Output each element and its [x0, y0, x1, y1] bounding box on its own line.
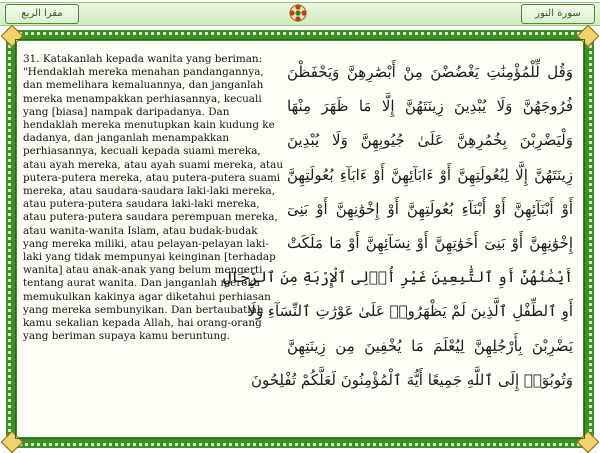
top-bar — [0, 0, 600, 26]
arabic-line: زِينَتَهُنَّ إِلَّا لِبُعُولَتِهِنَّ أَوْ ءَابَآئِهِنَّ أَوْ ءَابَآءِ بُعُولَتِهِنَّ — [287, 165, 573, 184]
arabic-line: فُرُوجَهُنَّ وَلَا يُبْدِينَ زِينَتَهُنَّ إِلَّا مَا ظَهَرَ مِنْهَا — [287, 97, 573, 116]
arabic-verse — [222, 55, 573, 397]
corner-ornament — [577, 25, 600, 48]
surah-title-button[interactable]: سورة النور — [521, 4, 595, 24]
translation-text: 31. Katakanlah kepada wanita yang beriman: "Hendaklah mereka menahan pandangannya, dan memelihara kemaluannya, dan janganlah mereka menampakkan perhiasannya, kecuali yang [biasa] nampak daripadanya. Dan hendaklah mereka menutupkan kain kudung ke dadanya, dan janganlah menampakkan perhiasannya, kecuali kepada suami mereka, atau ayah mereka, atau ayah suami mereka, atau putera-putera mereka, atau putera-putera suami mereka, atau saudara-saudara laki-laki mereka, atau putera-putera saudara laki-laki mereka, atau putera-putera saudara perempuan mereka, atau wanita-wanita Islam, atau budak-budak yang mereka miliki, atau pelayan-pelayan laki-laki yang tidak mempunyai keinginan [terhadap wanita] atau anak-anak yang belum mengerti tentang aurat wanita. Dan janganlah mereka memukulkan kakinya agar diketahui perhiasan yang mereka sembunyikan. Dan bertaubatlah kamu sekalian kepada Allah, hai orang-orang yang beriman supaya kamu beruntung. — [23, 53, 284, 343]
arabic-line: وَتُوبُوٓا۟ إِلَى ٱللَّهِ جَمِيعًا أَيُّهَ ٱلْمُؤْمِنُونَ لَعَلَّكُمْ تُفْلِحُونَ — [250, 370, 573, 389]
arabic-line: إِخْوَٰنِهِنَّ أَوْ بَنِىٓ أَخَوَٰتِهِنَّ أَوْ نِسَآئِهِنَّ أَوْ مَا مَلَكَتْ — [287, 234, 573, 253]
arabic-line: أَيْمَٰنُهُنَّ أَوِ ٱلتَّٰبِعِينَ غَيْرِ أُو۟لِى ٱلْإِرْبَةِ مِنَ ٱلرِّجَالِ — [222, 268, 573, 287]
arabic-line: يَضْرِبْنَ بِأَرْجُلِهِنَّ لِيُعْلَمَ مَا يُخْفِينَ مِن زِينَتِهِنَّ — [287, 336, 573, 355]
corner-ornament — [577, 431, 600, 453]
rub-label-button[interactable]: مقرا الربع — [5, 4, 79, 24]
arabic-line: وَلْيَضْرِبْنَ بِخُمُرِهِنَّ عَلَىٰ جُيُوبِهِنَّ وَلَا يُبْدِينَ — [287, 131, 573, 150]
arabic-line: أَوْ أَبْنَآئِهِنَّ أَوْ أَبْنَآءِ بُعُولَتِهِنَّ أَوْ إِخْوَٰنِهِنَّ أَوْ بَنِىٓ — [287, 199, 573, 218]
arabic-line: وَقُل لِّلْمُؤْمِنَٰتِ يَغْضُضْنَ مِنْ أَبْصَٰرِهِنَّ وَيَحْفَظْنَ — [287, 63, 573, 81]
arabic-line: أَوِ ٱلطِّفْلِ ٱلَّذِينَ لَمْ يَظْهَرُوا۟ عَلَىٰ عَوْرَٰتِ ٱلنِّسَآءِ وَلَا — [247, 302, 573, 321]
corner-ornament — [1, 25, 24, 48]
flower-medallion-icon[interactable] — [287, 3, 309, 23]
corner-ornament — [1, 431, 24, 453]
page-frame — [6, 30, 594, 448]
